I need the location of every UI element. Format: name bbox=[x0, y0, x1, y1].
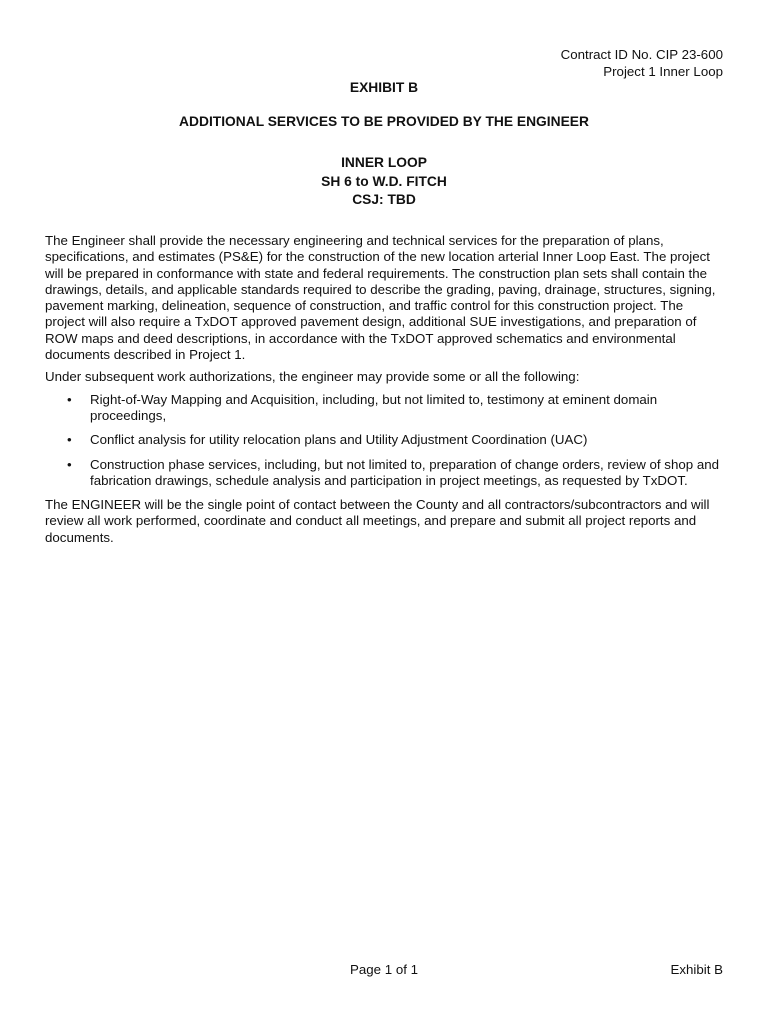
exhibit-title: EXHIBIT B bbox=[349, 80, 419, 95]
list-item bbox=[45, 457, 725, 490]
lead-in-paragraph: Under subsequent work authorizations, the engineer may provide some or all the following: bbox=[45, 369, 580, 385]
project-limits: SH 6 to W.D. FITCH bbox=[321, 173, 447, 189]
list-item bbox=[45, 432, 725, 448]
services-list bbox=[45, 392, 725, 489]
list-item-text: Construction phase services, including, but not limited to, preparation of change orders, review of shop and fabrication drawings, schedule analysis and participation in project meetings, as requested by TxDOT. bbox=[90, 456, 720, 488]
bullet-marker: • bbox=[67, 432, 72, 448]
document-body bbox=[45, 233, 725, 552]
services-title: ADDITIONAL SERVICES TO BE PROVIDED BY THE ENGINEER bbox=[179, 114, 589, 129]
project-block bbox=[0, 154, 768, 210]
list-item-text: Conflict analysis for utility relocation plans and Utility Adjustment Coordination (UAC) bbox=[90, 432, 588, 448]
project-name: INNER LOOP bbox=[341, 155, 427, 170]
bullet-marker: • bbox=[67, 456, 72, 472]
list-item bbox=[45, 392, 725, 425]
project-csj: CSJ: TBD bbox=[352, 192, 416, 207]
footer-exhibit-label: Exhibit B bbox=[670, 962, 723, 977]
page-number: Page 1 of 1 bbox=[349, 962, 419, 977]
document-header bbox=[561, 46, 723, 80]
contract-id: Contract ID No. CIP 23-600 bbox=[560, 47, 723, 62]
list-item-text: Right-of-Way Mapping and Acquisition, including, but not limited to, testimony at eminent domain proceedings, bbox=[90, 391, 658, 423]
bullet-marker: • bbox=[67, 391, 72, 407]
closing-paragraph: The ENGINEER will be the single point of contact between the County and all contractors/subcontractors and will review all work performed, coordinate and conduct all meetings, and prepare and submit all project reports and documents. bbox=[45, 497, 710, 545]
intro-paragraph: The Engineer shall provide the necessary engineering and technical services for the preparation of plans, specifications, and estimates (PS&E) for the construction of the new location arterial Inner Loop East. The project will be prepared in conformance with state and federal requirements. The construction plan sets shall contain the drawings, details, and applicable standards required to describe the grading, paving, drainage, structures, signing, pavement marking, delineation, sequence of construction, and traffic control for this construction project. The project will also require a TxDOT approved pavement design, additional SUE investigations, and preparation of ROW maps and deed descriptions, in accordance with the TxDOT approved schematics and environmental documents described in Project 1. bbox=[45, 233, 716, 363]
project-label: Project 1 Inner Loop bbox=[603, 64, 723, 79]
